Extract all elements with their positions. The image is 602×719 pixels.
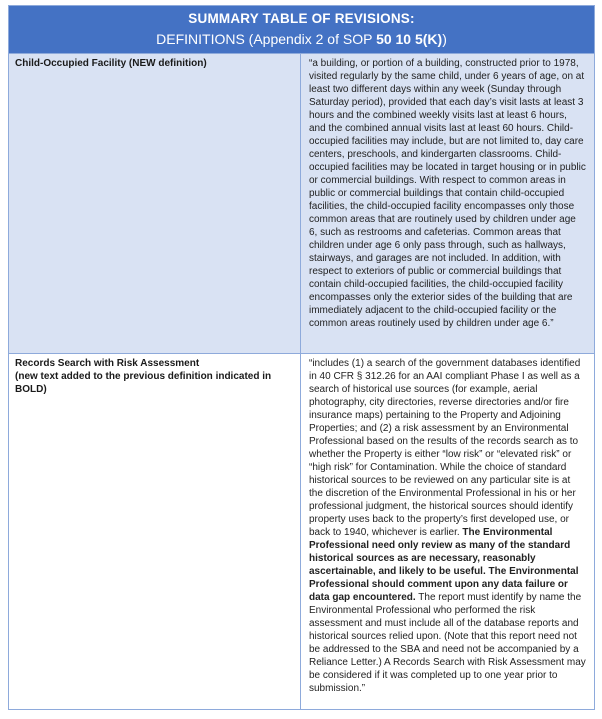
table-title-line2 <box>15 30 588 48</box>
revisions-table <box>8 5 595 710</box>
term-note: (new text added to the previous definition indicated in BOLD) <box>15 370 272 395</box>
definition-bold-text: The Environmental Professional need only review as many of the standard historical sources as are necessary, reasonably ascertainable, and likely to be useful. The Environmental Professional should comment upon any data failure or data gap encountered. <box>309 526 579 603</box>
definition-text-after: The report must identify by name the Environmental Professional who performed the risk assessment and must include all of the database reports and historical sources relied upon. (Note that this report need not be addressed to the SBA and need not be accompanied by a Reliance Letter.) A Records Search with Risk Assessment may be considered if it was completed up to one year prior to submission.” <box>309 591 586 694</box>
table-title-line1: SUMMARY TABLE OF REVISIONS: <box>188 11 415 26</box>
table-title-cell <box>9 6 595 54</box>
definition-cell <box>301 353 595 709</box>
table-row-records-search <box>9 353 595 709</box>
table-title-line2-suffix: ) <box>442 30 447 47</box>
definition-text: “includes (1) a search of the government databases identified in 40 CFR § 312.26 for an AAI compliant Phase I as well as a search of historical use sources (for example, aerial photography, city directories, reverse directories and/or fire insurance maps) pertaining to the Property and Adjoining Properties; and (2) a risk assessment by an Environmental Professional based on the results of the records search as to whether the Property is either “low risk” or “elevated risk” or “high risk” for Contamination. While the choice of standard historical sources to be reviewed on any particular site is at the discretion of the Environmental Professional in his or her professional judgment, the historical sources should identify property uses back to the property’s first developed use, or back to 1940, whichever is earlier. <box>309 357 581 538</box>
term-title: Child-Occupied Facility (NEW definition) <box>15 57 207 69</box>
definition-text: “a building, or portion of a building, constructed prior to 1978, visited regularly by the same child, under 6 years of age, on at least two different days within any week (Sunday through Saturday period), provided that each day’s visit lasts at least 3 hours and the combined weekly visits last at least 6 hours, and the combined annual visits last at least 60 hours. Child-occupied facilities may include, but are not limited to, day care centers, preschools, and kindergarten classrooms. Child-occupied facilities may be located in target housing or in public or commercial buildings. With respect to common areas in public or commercial buildings that contain child-occupied facilities, the child-occupied facility encompasses only those common areas that are routinely used by children under age 6, such as restrooms and cafeterias. Common areas that children under age 6 only pass through, such as hallways, stairways, and garages are not included. In addition, with respect to exteriors of public or commercial buildings that contain child-occupied facilities, the child-occupied facility encompasses only the exterior sides of the building that are immediately adjacent to the child-occupied facility or the common areas routinely used by children under age 6.” <box>309 57 586 329</box>
table-header-row <box>9 6 595 54</box>
definition-cell <box>301 53 595 353</box>
table-title-line2-prefix: DEFINITIONS (Appendix 2 of SOP <box>156 30 377 47</box>
term-cell <box>9 353 301 709</box>
table-row-child-occupied-facility <box>9 53 595 353</box>
term-cell <box>9 53 301 353</box>
table-title-sop-number: 50 10 5(K) <box>376 30 443 47</box>
term-title: Records Search with Risk Assessment <box>15 357 200 369</box>
